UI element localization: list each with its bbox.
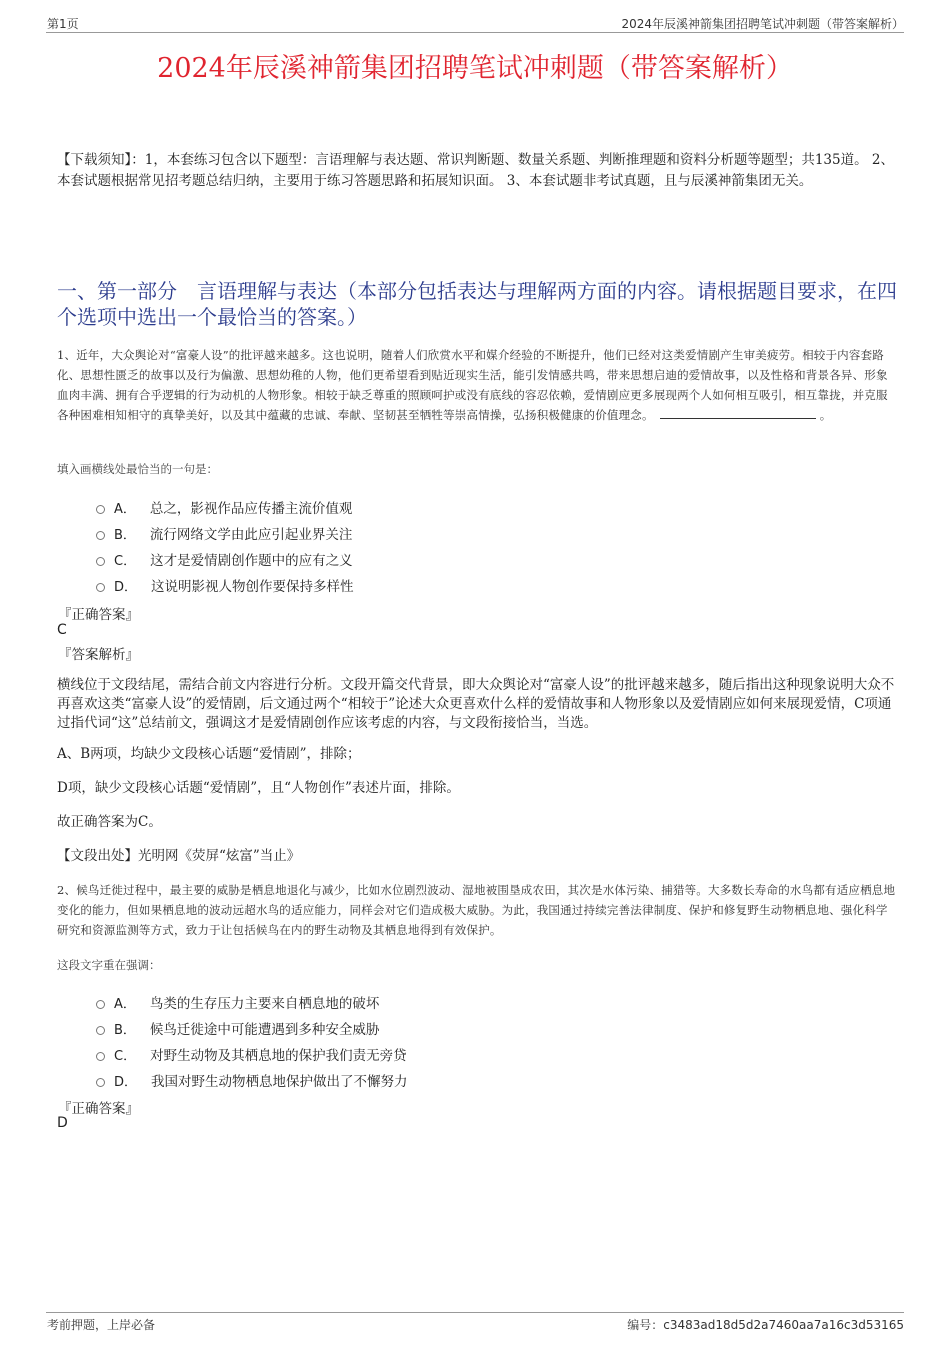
option-letter: A．	[114, 996, 136, 1012]
footer-divider	[46, 1312, 904, 1313]
question-2-answer: D	[57, 1115, 68, 1131]
radio-icon[interactable]	[96, 1052, 105, 1061]
question-1-prompt: 填入画横线处最恰当的一句是：	[57, 462, 218, 476]
option-letter: A．	[114, 501, 136, 517]
footer-code-label: 编号：	[627, 1318, 664, 1332]
option-text: 我国对野生动物栖息地保护做出了不懈努力	[151, 1074, 408, 1090]
radio-icon[interactable]	[96, 531, 105, 540]
option-letter: D．	[114, 579, 138, 595]
option-letter: C．	[114, 553, 137, 569]
header-page-number: 第1页	[47, 17, 79, 31]
option-letter: B．	[114, 527, 136, 543]
question-1-analysis-main: 横线位于文段结尾，需结合前文内容进行分析。文段开篇交代背景，即大众舆论对“富豪人设”的批评越来越多，随后指出这种现象说明大众不再喜欢这类“富豪人设”的爱情剧，后文通过两个“相较于”论述大众更喜欢什么样的爱情故事和人物形象以及爱情剧应如何来展现爱情，C项通过指代词“这”总结前文，强调这才是爱情剧创作应该考虑的内容，与文段衔接恰当，当选。	[57, 677, 895, 731]
question-2-option-c[interactable]	[96, 1044, 407, 1064]
question-1-analysis-d: D项，缺少文段核心话题“爱情剧”，且“人物创作”表述片面，排除。	[57, 780, 460, 796]
question-1-answer: C	[57, 622, 67, 638]
question-2-answer-label: 『正确答案』	[58, 1101, 139, 1117]
option-text: 总之，影视作品应传播主流价值观	[149, 501, 353, 517]
question-2-option-b[interactable]	[96, 1018, 379, 1038]
option-text: 鸟类的生存压力主要来自栖息地的破坏	[149, 996, 380, 1012]
download-notice: 【下载须知】：1，本套练习包含以下题型：言语理解与表达题、常识判断题、数量关系题、判断推理题和资料分析题等题型；共135道。 2、本套试题根据常见招考题总结归纳，主要用于练习答题思路和拓展知识面。 3、本套试题非考试真题，且与辰溪神箭集团无关。	[57, 152, 894, 189]
radio-icon[interactable]	[96, 557, 105, 566]
question-1-text	[57, 345, 897, 425]
radio-icon[interactable]	[96, 1000, 105, 1009]
question-1-analysis-ab: A、B两项，均缺少文段核心话题“爱情剧”，排除；	[57, 746, 361, 762]
option-letter: B．	[114, 1022, 136, 1038]
question-2-text: 2、候鸟迁徙过程中，最主要的威胁是栖息地退化与减少，比如水位剧烈波动、湿地被围垦成农田，其次是水体污染、捕猎等。大多数长寿命的水鸟都有适应栖息地变化的能力，但如果栖息地的波动远超水鸟的适应能力，同样会对它们造成极大威胁。为此，我国通过持续完善法律制度、保护和修复野生动物栖息地、强化科学研究和资源监测等方式，致力于让包括候鸟在内的野生动物及其栖息地得到有效保护。	[57, 883, 896, 937]
header-doc-title: 2024年辰溪神箭集团招聘笔试冲刺题（带答案解析）	[621, 17, 904, 31]
option-text: 这说明影视人物创作要保持多样性	[151, 579, 354, 595]
question-2-option-d[interactable]	[96, 1070, 408, 1090]
question-1-analysis-label: 『答案解析』	[58, 647, 139, 663]
fill-in-blank	[660, 406, 816, 419]
radio-icon[interactable]	[96, 1026, 105, 1035]
section-title: 一、第一部分 言语理解与表达（本部分包括表达与理解两方面的内容。请根据题目要求，在四个选项中选出一个最恰当的答案。）	[57, 279, 897, 329]
footer-slogan: 考前押题，上岸必备	[47, 1318, 156, 1332]
page-title: 2024年辰溪神箭集团招聘笔试冲刺题（带答案解析）	[157, 53, 793, 84]
question-1-end-mark: 。	[819, 408, 832, 422]
question-2-prompt: 这段文字重在强调：	[57, 958, 161, 972]
radio-icon[interactable]	[96, 1078, 105, 1087]
question-2-option-a[interactable]	[96, 992, 379, 1012]
question-1-option-c[interactable]	[96, 549, 353, 569]
question-1-body: 1、近年，大众舆论对“富豪人设”的批评越来越多。这也说明，随着人们欣赏水平和媒介经验的不断提升，他们已经对这类爱情剧产生审美疲劳。相较于内容套路化、思想性匮乏的故事以及行为偏激、思想幼稚的人物，他们更希望看到贴近现实生活，能引发情感共鸣，带来思想启迪的爱情故事，以及性格和背景各异、形象血肉丰满、拥有合乎逻辑的行为动机的人物形象。相较于缺乏尊重的照顾呵护或没有底线的容忍依赖，爱情剧应更多展现两个人如何相互吸引，相互靠拢，并克服各种困难相知相守的真挚美好，以及其中蕴藏的忠诚、奉献、坚韧甚至牺牲等崇高情操，弘扬积极健康的价值理念。	[57, 348, 888, 422]
option-text: 候鸟迁徙途中可能遭遇到多种安全威胁	[149, 1022, 380, 1038]
question-1-option-d[interactable]	[96, 575, 354, 595]
option-text: 对野生动物及其栖息地的保护我们责无旁贷	[150, 1048, 407, 1064]
footer-code-value: c3483ad18d5d2a7460aa7a16c3d53165	[663, 1318, 904, 1332]
question-1-option-b[interactable]	[96, 523, 352, 543]
option-letter: C．	[114, 1048, 137, 1064]
header-divider	[46, 32, 904, 33]
option-text: 这才是爱情剧创作题中的应有之义	[150, 553, 353, 569]
question-1-analysis-conclusion: 故正确答案为C。	[57, 814, 162, 830]
question-1-answer-label: 『正确答案』	[58, 607, 139, 623]
radio-icon[interactable]	[96, 505, 105, 514]
question-1-option-a[interactable]	[96, 497, 352, 517]
option-letter: D．	[114, 1074, 138, 1090]
option-text: 流行网络文学由此应引起业界关注	[149, 527, 353, 543]
question-1-source: 【文段出处】光明网《荧屏“炫富”当止》	[57, 848, 301, 864]
radio-icon[interactable]	[96, 583, 105, 592]
footer-code	[627, 1316, 904, 1333]
